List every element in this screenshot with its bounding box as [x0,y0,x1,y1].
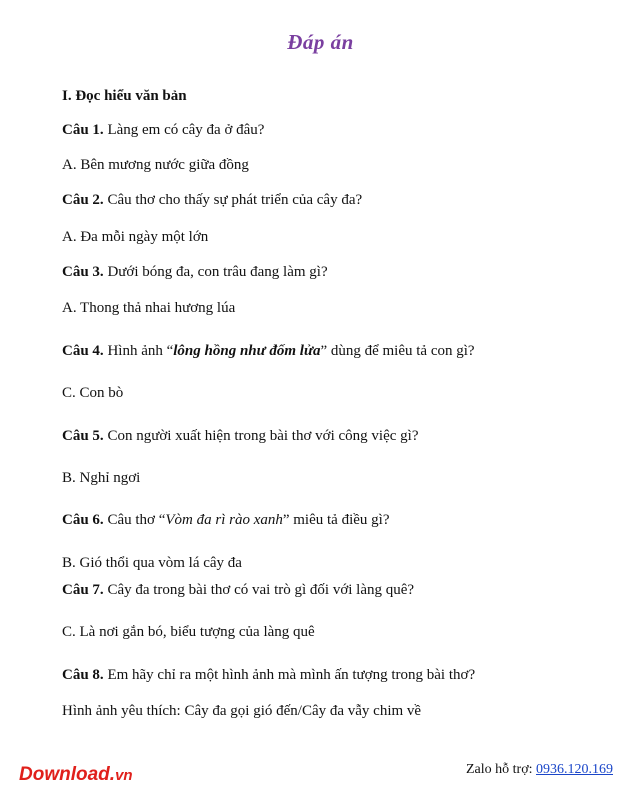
question-1-text: Làng em có cây đa ở đâu? [103,122,265,138]
question-2-text: Câu thơ cho thấy sự phát triển của cây đa? [103,192,363,208]
section-heading: I. Đọc hiểu văn bản [62,88,187,104]
answer-1: A. Bên mương nước giữa đồng [62,157,249,173]
answer-5: B. Nghỉ ngơi [62,470,141,486]
answer-3: A. Thong thả nhai hương lúa [62,300,236,316]
question-6 [62,511,390,529]
zalo-support [466,762,613,778]
question-1-label: Câu 1. [62,122,104,138]
question-1 [62,121,264,139]
question-5 [62,427,418,445]
answer-8: Hình ảnh yêu thích: Cây đa gọi gió đến/Cây đa vẫy chim về [62,703,422,719]
logo-tld: vn [115,767,133,784]
question-6-quote: Vòm đa rì rào xanh [165,512,283,528]
question-6-label: Câu 6. [62,512,104,528]
question-2 [62,191,362,209]
question-6-text-post: ” miêu tả điều gì? [282,512,390,528]
question-7 [62,581,414,599]
question-2-label: Câu 2. [62,192,104,208]
zalo-label: Zalo hỗ trợ: [466,762,536,777]
logo-dot: . [109,764,116,785]
question-7-text: Cây đa trong bài thơ có vai trò gì đối với làng quê? [103,582,415,598]
question-6-text-pre: Câu thơ “ [103,512,166,528]
question-7-label: Câu 7. [62,582,104,598]
answer-6: B. Gió thổi qua vòm lá cây đa [62,555,242,571]
question-8 [62,666,475,684]
question-4-quote: lông hồng như đốm lửa [173,343,321,359]
question-4-text-post: ” dùng để miêu tả con gì? [320,343,475,359]
download-vn-logo [19,764,133,786]
question-3 [62,263,328,281]
answer-2: A. Đa mỗi ngày một lớn [62,229,209,245]
answer-7: C. Là nơi gắn bó, biểu tượng của làng quê [62,624,315,640]
question-8-label: Câu 8. [62,667,104,683]
question-4-text-pre: Hình ảnh “ [103,343,174,359]
question-8-text: Em hãy chỉ ra một hình ảnh mà mình ấn tượng trong bài thơ? [103,667,476,683]
question-5-text: Con người xuất hiện trong bài thơ với công việc gì? [103,428,419,444]
question-5-label: Câu 5. [62,428,104,444]
answer-4: C. Con bò [62,385,124,401]
question-4 [62,342,475,360]
logo-brand: Download [19,764,110,785]
question-4-label: Câu 4. [62,343,104,359]
question-3-text: Dưới bóng đa, con trâu đang làm gì? [103,264,328,280]
question-3-label: Câu 3. [62,264,104,280]
page-title: Đáp án [287,30,354,54]
zalo-phone-link[interactable]: 0936.120.169 [536,762,613,777]
